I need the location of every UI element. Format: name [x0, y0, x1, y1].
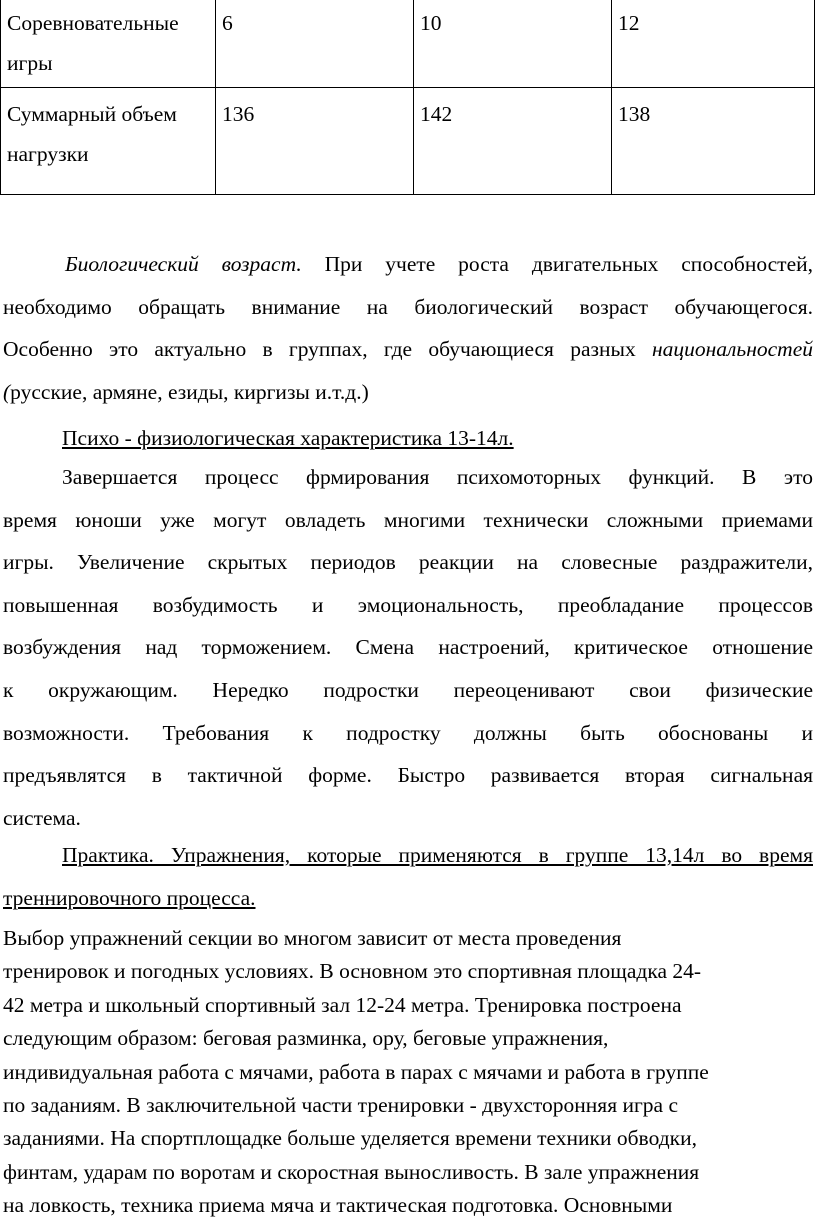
training-load-table [0, 0, 815, 195]
table-cell: 10 [414, 0, 612, 88]
row-label-line1: Суммарный объем [7, 102, 177, 126]
paragraph-line: к окружающим. Нередко подростки переоценивают свои физические [3, 677, 813, 702]
row-label-line1: Соревновательные [7, 11, 179, 35]
paragraph-line: тренировок и погодных условиях. В основном это спортивная площадка 24- [3, 959, 702, 984]
table-row [1, 88, 815, 195]
italic-paren: ( [3, 379, 11, 404]
line-text: русские, армяне, езиды, киргизы и.т.д.) [10, 379, 369, 404]
paragraph-line: время юноши уже могут овладеть многими технически сложными приемами [3, 507, 813, 532]
table-cell: 136 [216, 88, 414, 195]
italic-word: национальностей [651, 337, 813, 362]
paragraph-line [3, 371, 813, 414]
table-cell: 142 [414, 88, 612, 195]
heading-line [3, 834, 813, 877]
heading-line [3, 877, 813, 920]
paragraph-line: следующим образом: беговая разминка, ору, беговые упражнения, [3, 1026, 609, 1051]
paragraph-line: 42 метра и школьный спортивный зал 12-24 метра. Тренировка построена [3, 992, 682, 1017]
paragraph-line [3, 328, 813, 371]
heading-practice [3, 834, 813, 919]
paragraph-biological-age [3, 243, 813, 413]
heading-text: треннировочного процесса. [3, 885, 256, 910]
heading-psycho-physiological [62, 417, 622, 459]
paragraph-line: предъявлятся в тактичной форме. Быстро развивается вторая сигнальная [3, 763, 813, 788]
paragraph-psycho [3, 456, 813, 839]
paragraph-line: Выбор упражнений секции во многом зависит от места проведения [3, 926, 622, 950]
table-cell: 12 [612, 0, 815, 88]
paragraph-line [3, 456, 813, 499]
paragraph-line: возбуждения над торможением. Смена настроений, критическое отношение [3, 635, 813, 660]
line-text: Завершается процесс фрмирования психомоторных функций. В это [62, 465, 813, 489]
heading-text: Практика. Упражнения, которые применяются в группе 13,14л во время [62, 843, 813, 867]
table-row-label [1, 0, 216, 88]
paragraph-line: необходимо обращать внимание на биологический возраст обучающегося. [3, 294, 813, 319]
paragraph-line: индивидуальная работа с мячами, работа в парах с мячами и работа в группе [3, 1059, 709, 1084]
paragraph-line: по заданиям. В заключительной части тренировки - двухсторонняя игра с [3, 1093, 678, 1118]
row-label-line2: нагрузки [7, 142, 89, 166]
paragraph-practice [3, 922, 813, 1223]
paragraph-line: система. [3, 805, 81, 830]
paragraph-line [3, 243, 813, 286]
table-cell: 138 [612, 88, 815, 195]
paragraph-line: возможности. Требования к подростку должны быть обоснованы и [3, 720, 813, 745]
paragraph-line: на ловкость, техника приема мяча и тактическая подготовка. Основными [3, 1193, 673, 1218]
italic-lead: Биологический возраст. [65, 252, 302, 276]
row-label-line2: игры [7, 51, 53, 75]
heading-text: Психо - физиологическая характеристика 13-14л. [62, 426, 514, 450]
table-row-label [1, 88, 216, 195]
paragraph-line: заданиями. На спортплощадке больше уделяется времени техники обводки, [3, 1126, 697, 1151]
line-text: Особенно это актуально в группах, где обучающиеся разных [3, 337, 652, 362]
paragraph-line: финтам, ударам по воротам и скоростная выносливость. В зале упражнения [3, 1159, 700, 1184]
table-row [1, 0, 815, 88]
paragraph-line: игры. Увеличение скрытых периодов реакции на словесные раздражители, [3, 550, 813, 575]
line-text: При учете роста двигательных способностей, [301, 252, 813, 276]
table-cell: 6 [216, 0, 414, 88]
paragraph-line: повышенная возбудимость и эмоциональность, преобладание процессов [3, 592, 813, 617]
